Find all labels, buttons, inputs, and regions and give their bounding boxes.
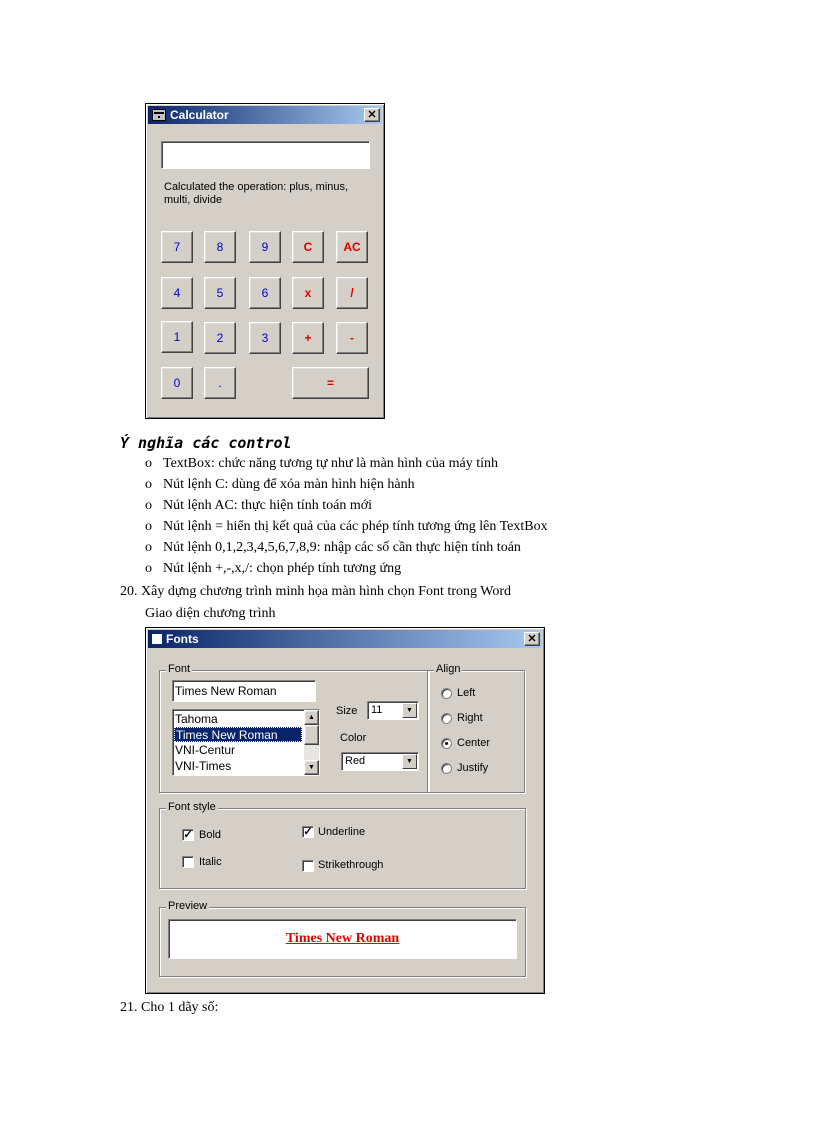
size-label: Size — [336, 705, 358, 717]
align-left-radio[interactable] — [441, 688, 452, 699]
clear-button[interactable]: C — [292, 231, 324, 263]
align-group — [427, 663, 525, 793]
key-2[interactable]: 2 — [204, 322, 236, 354]
item-20-subtitle: Giao diện chương trình — [145, 606, 276, 621]
bullet-item: o Nút lệnh +,-,x,/: chọn phép tính tương ứng — [145, 561, 402, 576]
all-clear-button[interactable]: AC — [336, 231, 368, 263]
fonts-window — [145, 627, 545, 994]
align-right-label[interactable]: Right — [457, 712, 483, 724]
align-justify-radio[interactable] — [441, 763, 452, 774]
chevron-down-icon[interactable]: ▼ — [402, 703, 417, 718]
font-list-item[interactable]: Tahoma — [175, 712, 218, 726]
size-combo[interactable] — [367, 701, 419, 720]
align-left-label[interactable]: Left — [457, 687, 476, 699]
calculator-description: Calculated the operation: plus, minus, multi, divide — [164, 181, 349, 206]
preview-box — [168, 919, 517, 959]
key-8[interactable]: 8 — [204, 231, 236, 263]
font-list[interactable] — [172, 709, 320, 776]
color-value: Red — [345, 755, 366, 767]
fonts-titlebar[interactable] — [148, 630, 542, 648]
font-list-item[interactable]: VNI-Times — [175, 759, 232, 773]
size-value: 11 — [371, 704, 383, 716]
calculator-titlebar[interactable] — [148, 106, 382, 124]
divide-button[interactable]: / — [336, 277, 368, 309]
key-6[interactable]: 6 — [249, 277, 281, 309]
minus-button[interactable]: - — [336, 322, 368, 354]
align-justify-label[interactable]: Justify — [457, 762, 489, 774]
align-right-radio[interactable] — [441, 713, 452, 724]
font-name-input[interactable] — [172, 680, 316, 702]
italic-checkbox[interactable] — [182, 856, 194, 868]
calculator-title: Calculator — [170, 108, 229, 122]
font-style-group-label: Font style — [168, 801, 216, 813]
fonts-window-icon — [152, 634, 162, 644]
font-group — [159, 663, 429, 793]
item-21: 21. Cho 1 dãy số: — [120, 1000, 219, 1015]
item-20: 20. Xây dựng chương trình minh họa màn hình chọn Font trong Word — [120, 584, 511, 599]
font-list-item-selected[interactable]: Times New Roman — [174, 727, 302, 742]
bullet-item: o Nút lệnh 0,1,2,3,4,5,6,7,8,9: nhập các số cần thực hiện tính toán — [145, 540, 521, 555]
key-0[interactable]: 0 — [161, 367, 193, 399]
calculator-window — [145, 103, 385, 419]
close-icon[interactable]: ✕ — [364, 108, 380, 122]
check-icon[interactable]: ✓ — [183, 829, 193, 841]
key-4[interactable]: 4 — [161, 277, 193, 309]
preview-text: Times New Roman — [285, 931, 400, 946]
font-list-scrollbar[interactable] — [304, 710, 319, 775]
check-icon[interactable]: ✓ — [303, 826, 313, 838]
section-heading: Ý nghĩa các control — [120, 434, 292, 452]
align-group-label: Align — [436, 663, 461, 675]
chevron-down-icon[interactable]: ▼ — [402, 754, 417, 769]
color-label: Color — [340, 732, 367, 744]
bullet-item: o TextBox: chức năng tương tự như là màn hình của máy tính — [145, 456, 498, 471]
calculator-icon — [152, 109, 166, 121]
underline-label[interactable]: Underline — [318, 826, 366, 838]
strikethrough-checkbox[interactable] — [302, 860, 314, 872]
bullet-item: o Nút lệnh = hiển thị kết quả của các phép tính tương ứng lên TextBox — [145, 519, 548, 534]
align-center-label[interactable]: Center — [457, 737, 491, 749]
font-list-item[interactable]: VNI-Centur — [175, 743, 236, 757]
key-7[interactable]: 7 — [161, 231, 193, 263]
key-3[interactable]: 3 — [249, 322, 281, 354]
preview-group — [159, 900, 526, 977]
close-icon[interactable]: ✕ — [524, 632, 540, 646]
scroll-thumb[interactable] — [304, 725, 319, 745]
scroll-down-icon[interactable]: ▼ — [304, 760, 319, 775]
bullet-item: o Nút lệnh AC: thực hiện tính toán mới — [145, 498, 373, 513]
key-9[interactable]: 9 — [249, 231, 281, 263]
equals-button[interactable]: = — [292, 367, 369, 399]
calculator-display[interactable] — [161, 141, 370, 169]
fonts-title: Fonts — [166, 632, 199, 646]
strikethrough-label[interactable]: Strikethrough — [318, 859, 384, 871]
multiply-button[interactable]: x — [292, 277, 324, 309]
plus-button[interactable]: + — [292, 322, 324, 354]
align-center-radio[interactable] — [441, 738, 452, 749]
font-style-group — [159, 801, 526, 889]
font-group-label: Font — [168, 663, 191, 675]
bullet-item: o Nút lệnh C: dùng để xóa màn hình hiện hành — [145, 477, 415, 492]
key-5[interactable]: 5 — [204, 277, 236, 309]
key-dot[interactable]: . — [204, 367, 236, 399]
key-1[interactable]: 1 — [161, 321, 193, 353]
italic-label[interactable]: Italic — [199, 856, 222, 868]
scroll-up-icon[interactable]: ▲ — [304, 710, 319, 725]
preview-group-label: Preview — [168, 900, 208, 912]
bold-label[interactable]: Bold — [199, 829, 222, 841]
color-combo[interactable] — [341, 752, 419, 771]
